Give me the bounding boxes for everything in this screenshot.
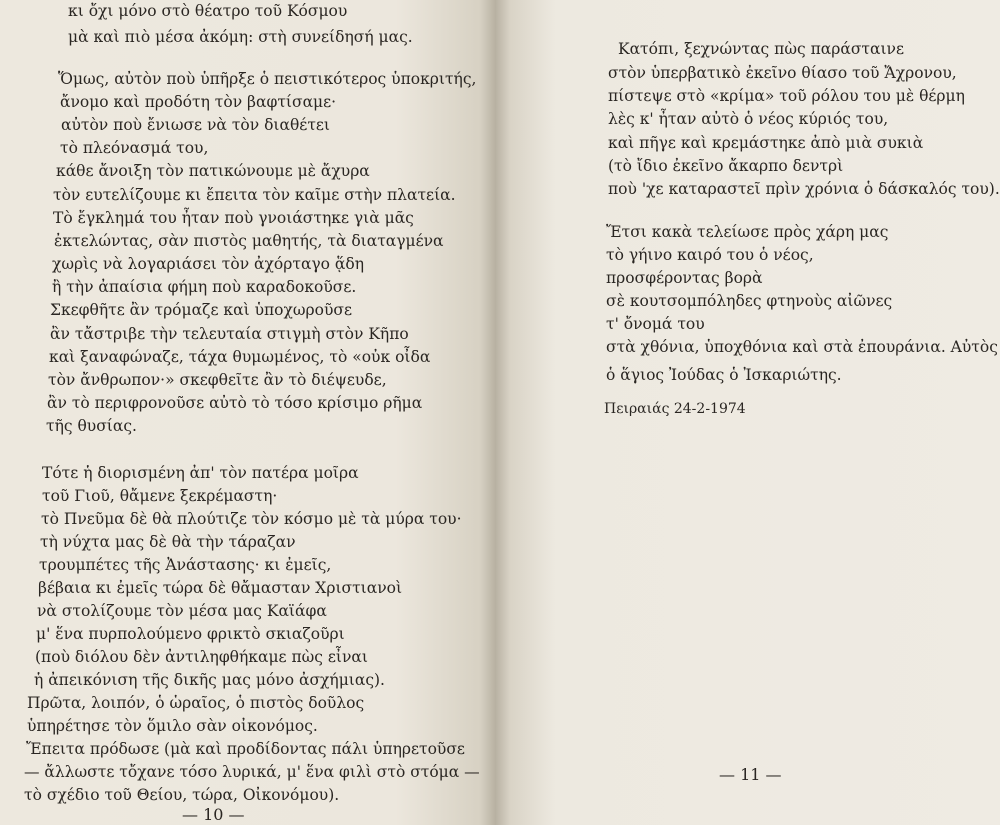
- poem-line: κι ὄχι μόνο στὸ θέατρο τοῦ Κόσμου: [68, 2, 348, 20]
- poem-line: τὸν ευτελίζουμε κι ἔπειτα τὸν καῖμε στὴν πλατεία.: [53, 186, 456, 204]
- poem-line: Ἔτσι κακὰ τελείωσε πρὸς χάρη μας: [606, 223, 889, 241]
- poem-line: καὶ ξαναφώναζε, τάχα θυμωμένος, τὸ «οὐκ οἶδα: [49, 348, 431, 366]
- poem-line: στὰ χθόνια, ὑποχθόνια καὶ στὰ ἐπουράνια. Αὐτὸς: [606, 338, 998, 356]
- right-page: [495, 0, 1000, 825]
- poem-line: προσφέροντας βορὰ: [606, 269, 763, 287]
- poem-line: τὸ σχέδιο τοῦ Θείου, τώρα, Οἰκονόμου).: [24, 786, 340, 804]
- poem-line: τοῦ Γιοῦ, θἄμενε ξεκρέμαστη·: [42, 487, 278, 505]
- poem-line: ὁ ἅγιος Ἰούδας ὁ Ἰσκαριώτης.: [606, 366, 842, 384]
- poem-line: ποὺ 'χε καταραστεῖ πρὶν χρόνια ὁ δάσκαλός του).: [608, 180, 1000, 198]
- poem-line: χωρὶς νὰ λογαριάσει τὸν ἀχόρταγο ᾅδη: [52, 255, 365, 273]
- page-number: — 10 —: [182, 805, 245, 824]
- poem-line: νὰ στολίζουμε τὸν μέσα μας Καϊάφα: [37, 602, 327, 620]
- poem-line: καὶ πῆγε καὶ κρεμάστηκε ἀπὸ μιὰ συκιὰ: [608, 134, 924, 152]
- poem-date: Πειραιάς 24-2-1974: [604, 401, 746, 417]
- poem-line: λὲς κ' ἦταν αὐτὸ ὁ νέος κύριός του,: [608, 110, 889, 128]
- poem-line: (τὸ ἴδιο ἐκεῖνο ἄκαρπο δεντρὶ: [608, 157, 844, 175]
- poem-line: Τότε ἡ διορισμένη ἀπ' τὸν πατέρα μοῖρα: [42, 464, 359, 482]
- poem-line: τῆς θυσίας.: [46, 417, 137, 435]
- poem-line: Σκεφθῆτε ἂν τρόμαζε καὶ ὑποχωροῦσε: [50, 301, 353, 319]
- poem-line: ὑπηρέτησε τὸν ὅμιλο σὰν οἰκονόμος.: [27, 717, 318, 735]
- poem-line: — ἄλλωστε τὄχανε τόσο λυρικά, μ' ἕνα φιλὶ στὸ στόμα —: [24, 763, 480, 781]
- poem-line: Κατόπι, ξεχνώντας πὼς παράσταινε: [618, 40, 904, 58]
- poem-line: μὰ καὶ πιὸ μέσα ἀκόμη: στὴ συνείδησή μας.: [68, 28, 413, 46]
- poem-line: τὸ γήινο καιρό του ὁ νέος,: [606, 246, 814, 264]
- poem-line: τ' ὄνομά του: [606, 315, 705, 333]
- poem-line: ἂν τἄστριβε τὴν τελευταία στιγμὴ στὸν Κῆπο: [50, 325, 409, 343]
- poem-line: Ὅμως, αὐτὸν ποὺ ὑπῆρξε ὁ πειστικότερος ὑποκριτής,: [58, 70, 477, 88]
- poem-line: ἢ τὴν ἀπαίσια φήμη ποὺ καραδοκοῦσε.: [52, 278, 357, 296]
- poem-line: τρουμπέτες τῆς Ἀνάστασης· κι ἐμεῖς,: [39, 556, 332, 574]
- poem-line: μ' ἕνα πυρπολούμενο φρικτὸ σκιαζοῦρι: [36, 625, 345, 643]
- poem-line: ἡ ἀπεικόνιση τῆς δικῆς μας μόνο ἀσχήμιας).: [34, 671, 385, 689]
- poem-line: Ἔπειτα πρόδωσε (μὰ καὶ προδίδοντας πάλι ὑπηρετοῦσε: [26, 740, 465, 758]
- poem-line: στὸν ὑπερβατικὸ ἐκεῖνο θίασο τοῦ Ἄχρονου,: [608, 64, 957, 82]
- poem-line: ἐκτελώντας, σὰν πιστὸς μαθητής, τὰ διαταγμένα: [54, 232, 444, 250]
- poem-line: ἂν τὸ περιφρονοῦσε αὐτὸ τὸ τόσο κρίσιμο ρῆμα: [47, 394, 423, 412]
- poem-line: τὸν ἄνθρωπον·» σκεφθεῖτε ἂν τὸ διέψευδε,: [48, 371, 387, 389]
- poem-line: κάθε ἄνοιξη τὸν πατικώνουμε μὲ ἄχυρα: [56, 162, 370, 180]
- poem-line: ἄνομο καὶ προδότη τὸν βαφτίσαμε·: [60, 93, 337, 111]
- poem-line: (ποὺ διόλου δὲν ἀντιληφθήκαμε πὼς εἶναι: [35, 648, 368, 666]
- poem-line: τὴ νύχτα μας δὲ θὰ τὴν τάραζαν: [40, 533, 296, 551]
- poem-line: πίστεψε στὸ «κρίμα» τοῦ ρόλου του μὲ θέρμη: [608, 87, 965, 105]
- left-page: [0, 0, 495, 825]
- poem-line: αὐτὸν ποὺ ἔνιωσε νὰ τὸν διαθέτει: [61, 116, 331, 134]
- poem-line: τὸ Πνεῦμα δὲ θὰ πλούτιζε τὸν κόσμο μὲ τὰ μύρα του·: [41, 510, 462, 528]
- page-number: — 11 —: [719, 765, 782, 784]
- poem-line: βέβαια κι ἐμεῖς τώρα δὲ θἄμασταν Χριστιανοὶ: [38, 579, 403, 597]
- poem-line: σὲ κουτσομπόληδες φτηνοὺς αἰῶνες: [606, 292, 893, 310]
- poem-line: Πρῶτα, λοιπόν, ὁ ὡραῖος, ὁ πιστὸς δοῦλος: [27, 694, 365, 712]
- poem-line: Τὸ ἔγκλημά του ἦταν ποὺ γνοιάστηκε γιὰ μᾶς: [53, 209, 414, 227]
- poem-line: τὸ πλεόνασμά του,: [60, 139, 209, 157]
